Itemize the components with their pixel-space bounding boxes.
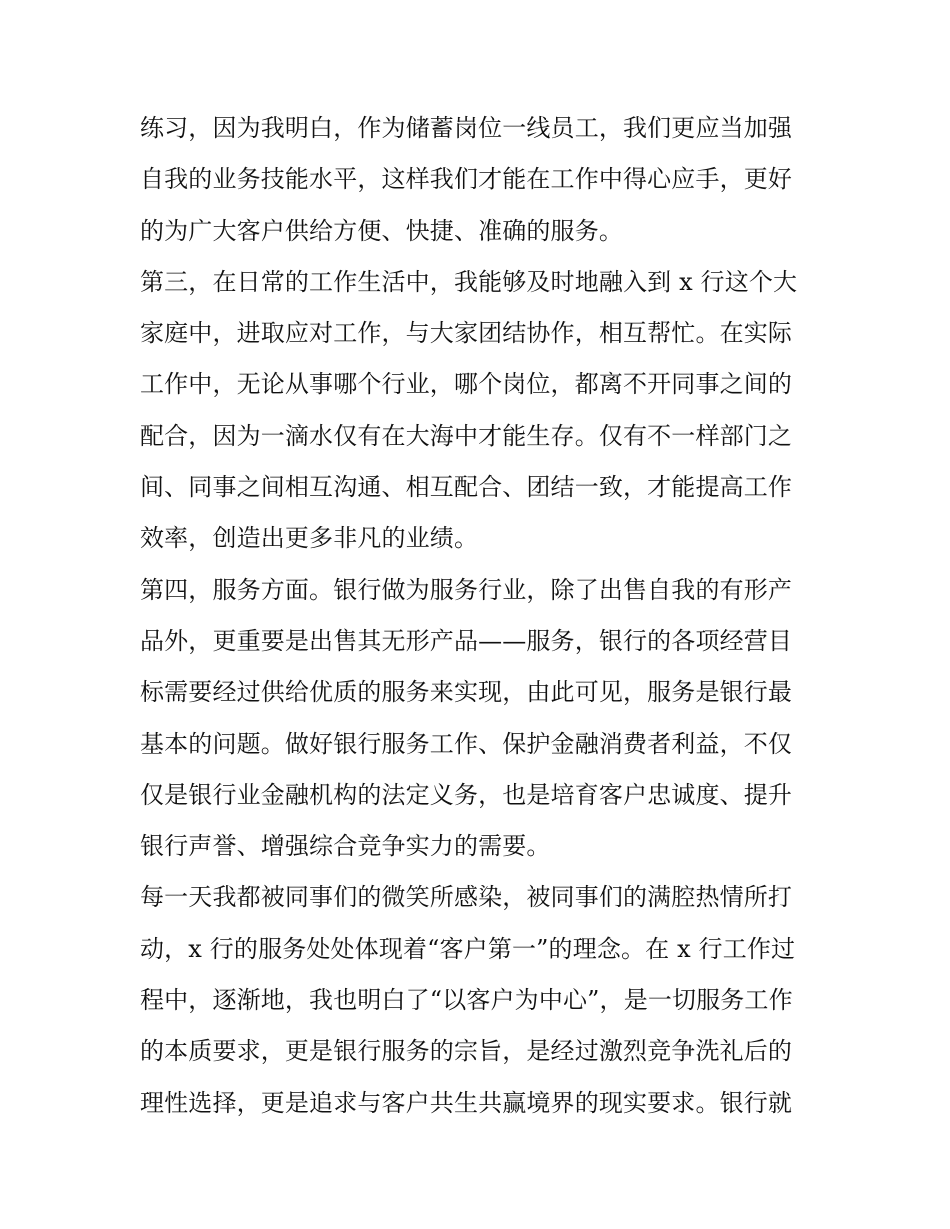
text-line: 银行声誉、增强综合竞争实力的需要。	[140, 832, 551, 861]
text-line: 动，x 行的服务处处体现着“客户第一”的理念。在 x 行工作过	[140, 934, 796, 963]
text-line: 第三，在日常的工作生活中，我能够及时地融入到 x 行这个大	[140, 267, 798, 296]
text-line: 的为广大客户供给方便、快捷、准确的服务。	[140, 216, 623, 245]
text-line: 每一天我都被同事们的微笑所感染，被同事们的满腔热情所打	[140, 883, 793, 912]
text-line: 效率，创造出更多非凡的业绩。	[140, 524, 479, 553]
text-line: 家庭中，进取应对工作，与大家团结协作，相互帮忙。在实际	[140, 319, 793, 348]
text-line: 练习，因为我明白，作为储蓄岗位一线员工，我们更应当加强	[140, 114, 793, 142]
text-line: 间、同事之间相互沟通、相互配合、团结一致，才能提高工作	[140, 473, 793, 502]
text-line: 基本的问题。做好银行服务工作、保护金融消费者利益，不仅	[140, 729, 793, 758]
text-line: 配合，因为一滴水仅有在大海中才能生存。仅有不一样部门之	[140, 421, 793, 450]
text-line: 工作中，无论从事哪个行业，哪个岗位，都离不开同事之间的	[140, 370, 793, 399]
text-line: 程中，逐渐地，我也明白了“以客户为中心”，是一切服务工作	[140, 986, 793, 1015]
text-line: 的本质要求，更是银行服务的宗旨，是经过激烈竞争洗礼后的	[140, 1037, 793, 1066]
text-line: 理性选择，更是追求与客户共生共赢境界的现实要求。银行就	[140, 1088, 793, 1117]
text-line: 自我的业务技能水平，这样我们才能在工作中得心应手，更好	[140, 165, 793, 194]
text-line: 品外，更重要是出售其无形产品——服务，银行的各项经营目	[140, 626, 793, 655]
document-body	[140, 103, 830, 1129]
text-line: 标需要经过供给优质的服务来实现，由此可见，服务是银行最	[140, 678, 793, 707]
text-line: 仅是银行业金融机构的法定义务，也是培育客户忠诚度、提升	[140, 780, 793, 809]
text-line: 第四，服务方面。银行做为服务行业，除了出售自我的有形产	[140, 575, 793, 604]
